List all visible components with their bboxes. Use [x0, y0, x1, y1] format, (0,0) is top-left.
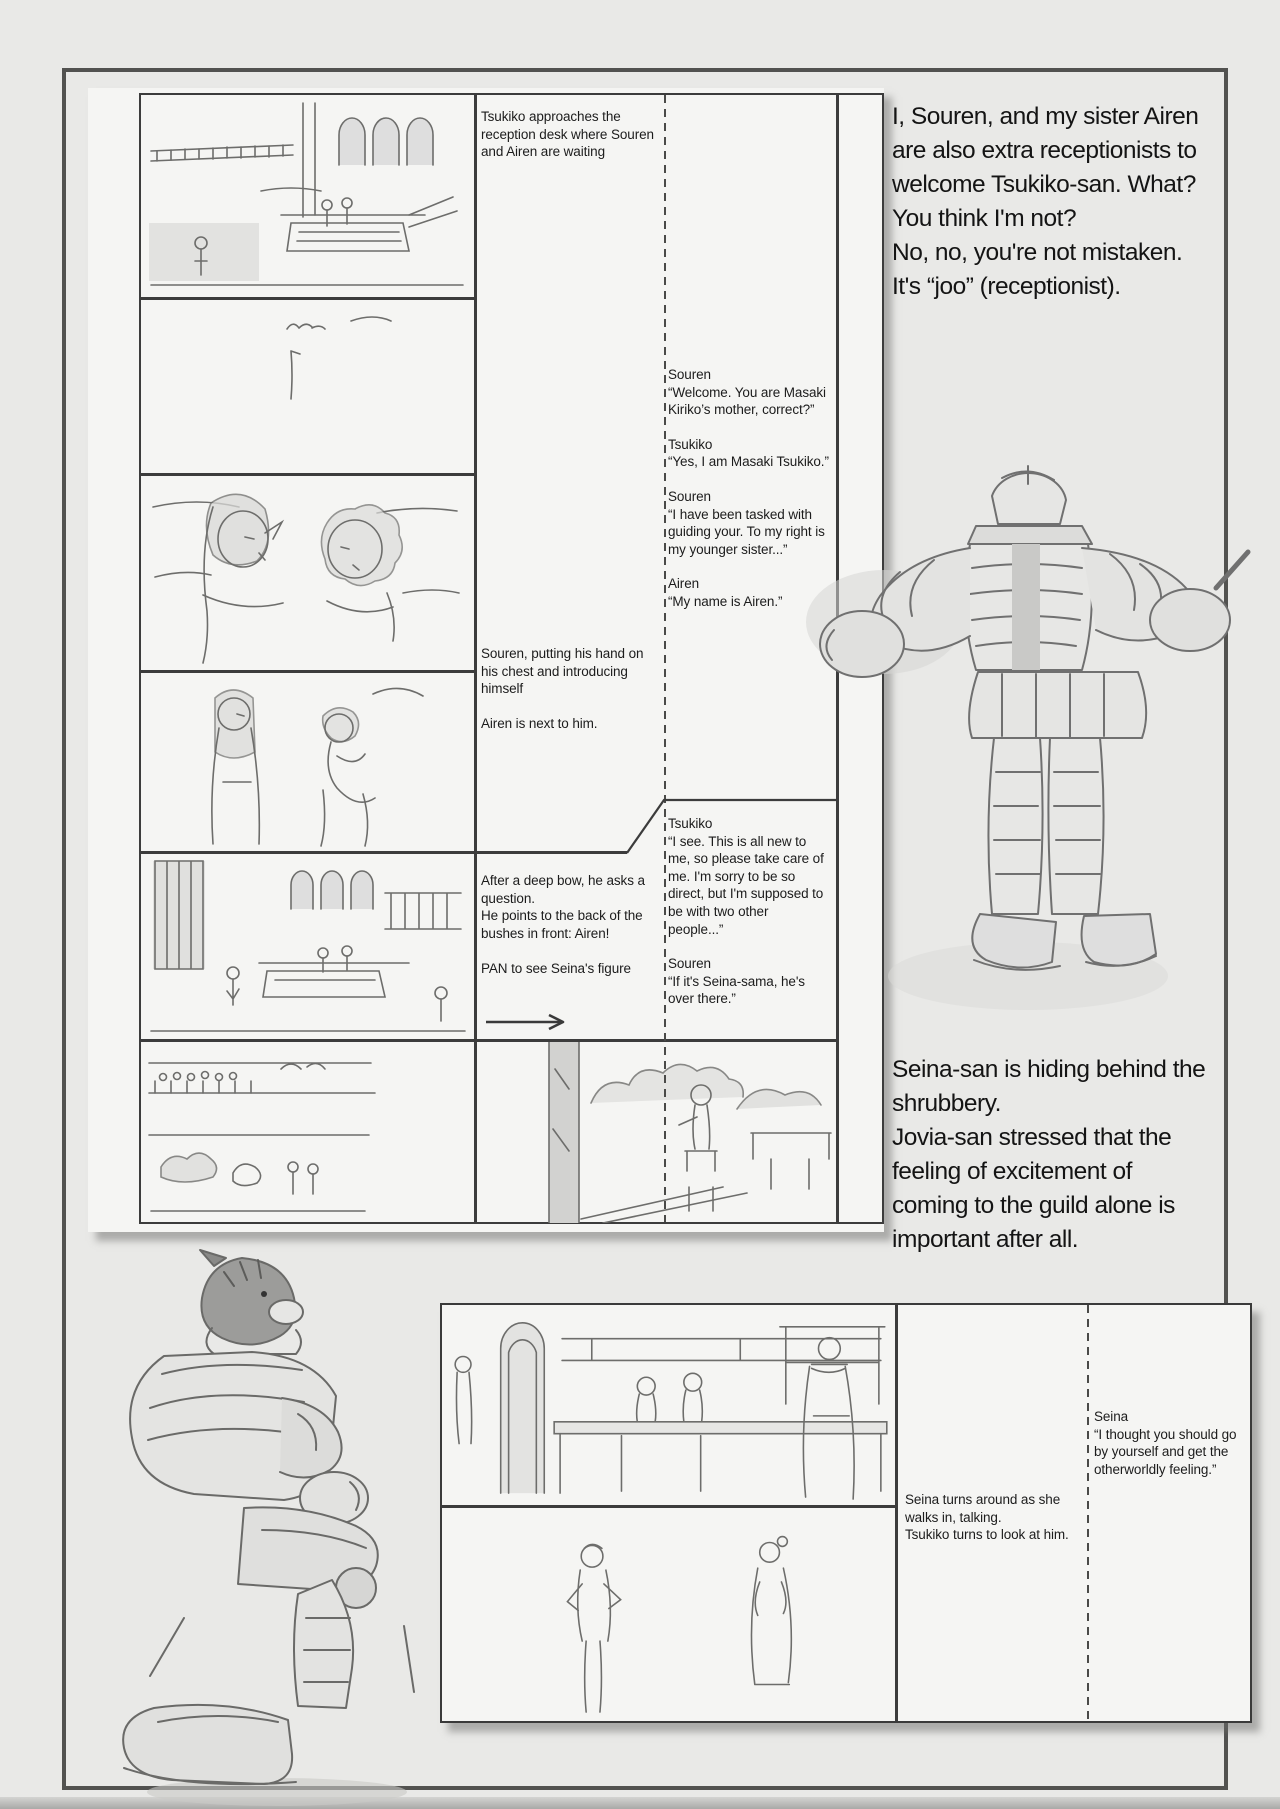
pan-right-arrow-icon — [483, 1012, 575, 1032]
sketch-cat-knight-sitting — [92, 1246, 462, 1809]
dialogue-entry — [1094, 1408, 1279, 1478]
dialogue-speaker: Seina — [1094, 1409, 1129, 1424]
note-panel1: Tsukiko approaches the reception desk where Souren and Airen are waiting — [481, 109, 654, 160]
dialogue-block-seina — [1094, 1408, 1279, 1478]
note-panel5: After a deep bow, he asks a question. He points to the back of the bushes in front: Airen! PAN to see Seina's figure — [481, 873, 645, 976]
panel-souren-bowing — [141, 670, 474, 851]
panels-column-border — [474, 95, 477, 1222]
dialogue-speaker: Souren — [668, 367, 711, 382]
dialogue-line: “Welcome. You are Masaki Kiriko’s mother, correct?” — [668, 384, 826, 418]
storyboard-sheet-1 — [88, 88, 884, 1232]
panel-reception-hall-approach — [141, 851, 474, 1039]
panel-divider-3 — [141, 670, 474, 673]
panel-reception-hall-wide — [141, 95, 474, 297]
dialogue-entry — [668, 366, 853, 419]
margin-note-middle: Seina-san is hiding behind the shrubbery. Jovia-san stressed that the feeling of excitement of coming to the guild alone is important after all. — [892, 1056, 1206, 1253]
note-seina-turns: Seina turns around as she walks in, talking. Tsukiko turns to look at him. — [905, 1492, 1069, 1543]
dialogue-speaker: Souren — [668, 488, 711, 504]
panel-tsukiko-at-counter — [442, 1305, 895, 1503]
dialogue-line: “I see. This is all new to me, so please take care of me. I'm sorry to be so direct, but I'm supposed to be with two other people...” — [668, 833, 824, 937]
dialogue-speaker: Airen — [668, 576, 700, 592]
panel-divider-1 — [141, 297, 474, 300]
storyboard-sheet-2 — [440, 1303, 1252, 1723]
dialogue-speaker: Tsukiko — [668, 436, 713, 452]
note-panel4: Souren, putting his hand on his chest and introducing himself Airen is next to him. — [481, 646, 644, 732]
dialogue-speaker: Tsukiko — [668, 816, 713, 831]
panel-garden-pan-to-seina — [141, 1039, 836, 1223]
sheet2-panel-divider — [442, 1505, 895, 1508]
dialogue-line: “Yes, I am Masaki Tsukiko.” — [668, 454, 829, 470]
panel-divider-2 — [141, 473, 474, 476]
dialogue-line: “My name is Airen.” — [668, 593, 783, 609]
panel-divider-5 — [141, 1039, 836, 1042]
panel-divider-4 — [141, 851, 627, 854]
panel-seina-enters — [442, 1505, 895, 1720]
margin-note-top: I, Souren, and my sister Airen are also extra receptionists to welcome Tsukiko-san. What? You think I'm not? No, no, you're not mistaken. It's “joo” (receptionist). — [892, 103, 1199, 300]
sketch-armored-figure-standing — [788, 436, 1254, 1048]
dialogue-line: “If it's Seina-sama, he's over there.” — [668, 973, 805, 1007]
sheet2-panels-border — [895, 1305, 898, 1721]
panel-souren-and-airen-closeup — [141, 473, 474, 670]
dialogue-line: “I thought you should go by yourself and get the otherworldly feeling.” — [1094, 1426, 1237, 1477]
panel-empty-with-bird — [141, 297, 474, 473]
dialogue-speaker: Souren — [668, 956, 711, 972]
dialogue-line: “I have been tasked with guiding your. To my right is my younger sister...” — [668, 506, 825, 557]
